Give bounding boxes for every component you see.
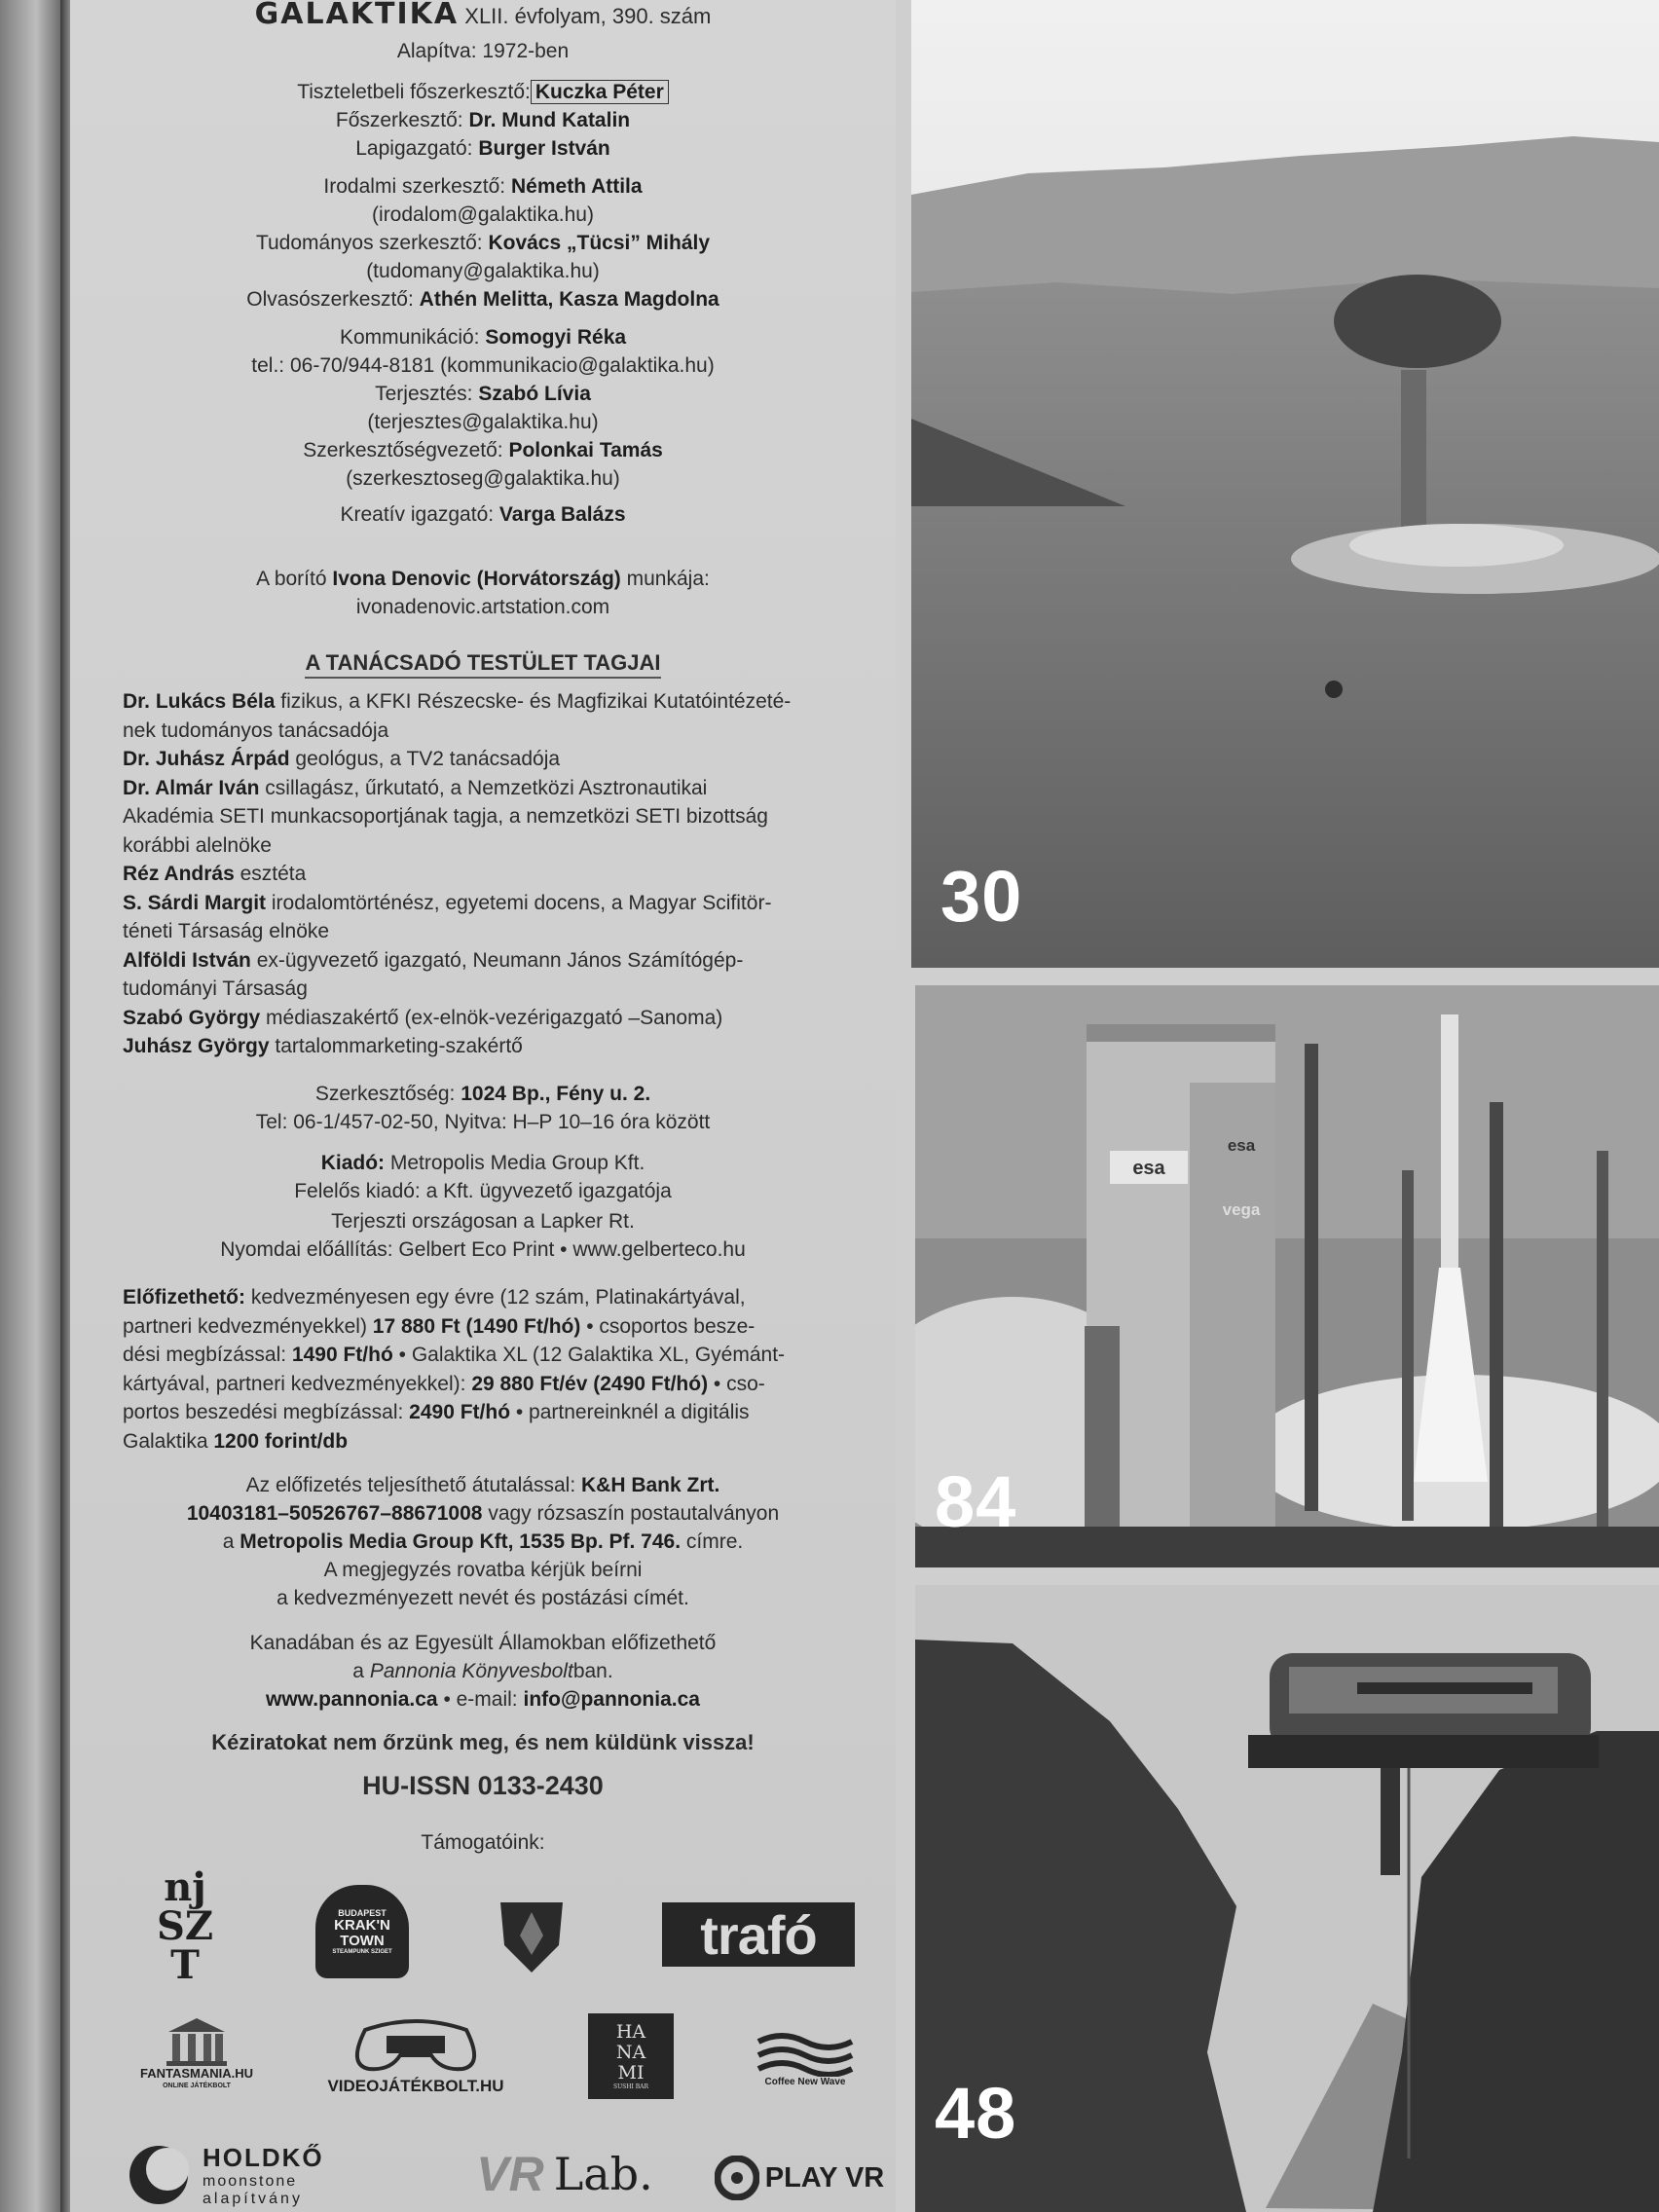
publisher-label: Kiadó:	[320, 1152, 386, 1174]
subscription-text: • partnereinknél a digitális	[510, 1401, 750, 1423]
staff-copy	[70, 285, 896, 313]
transfer-note: A megjegyzés rovatba kérjük beírni	[323, 1559, 643, 1581]
staff-email: (szerkesztoseg@galaktika.hu)	[346, 467, 620, 490]
holdko-text: HOLDKŐ	[203, 2142, 324, 2172]
transfer-text: a	[222, 1530, 240, 1553]
temple-icon	[163, 2016, 231, 2067]
board-heading	[70, 648, 896, 677]
board-member	[123, 687, 888, 717]
subscription-text: • Galaktika XL (12 Galaktika XL, Gyémánt-	[392, 1344, 786, 1366]
staff-phone: tel.: 06-70/944-8181 (kommunikacio@galaktika.hu)	[251, 354, 715, 377]
staff-distribution	[70, 380, 896, 408]
member-desc: tudományi Társaság	[123, 977, 308, 1000]
page-number-84: 84	[935, 1461, 1017, 1542]
staff-email: (irodalom@galaktika.hu)	[372, 203, 594, 226]
staff-name: Németh Attila	[511, 175, 643, 198]
videojatekbolt-logo	[323, 2008, 508, 2105]
member-desc: tartalommarketing-szakértő	[275, 1035, 523, 1057]
photo-nuclear-test	[911, 0, 1659, 968]
staff-communication	[70, 323, 896, 351]
canada-text: Kanadában és az Egyesült Államokban előfizethető	[249, 1632, 717, 1654]
member-desc: Akadémia SETI munkacsoportjának tagja, a nemzetközi SETI bizottság	[123, 805, 768, 828]
staff-office-head	[70, 436, 896, 464]
founded-label: Alapítva:	[396, 40, 477, 62]
svg-text:vega: vega	[1222, 1200, 1261, 1219]
shield-icon	[497, 1897, 567, 1976]
canada-url: www.pannonia.ca	[266, 1688, 438, 1711]
office-contact: Tel: 06-1/457-02-50, Nyitva: H–P 10–16 óra között	[255, 1111, 711, 1133]
staff-name: Dr. Mund Katalin	[468, 109, 631, 131]
subscription-text: portos beszedési megbízással:	[123, 1401, 410, 1423]
member-name: Dr. Lukács Béla	[123, 690, 276, 713]
member-name: Juhász György	[123, 1035, 270, 1057]
issn: HU-ISSN 0133-2430	[362, 1771, 604, 1800]
coffee-new-wave-logo	[742, 2017, 868, 2099]
vehicle-bridge-image	[915, 1585, 1659, 2212]
cover-suffix: munkája:	[626, 568, 710, 590]
founded-line	[70, 37, 896, 65]
canada-text: ban.	[572, 1660, 613, 1682]
member-name: Szabó György	[123, 1006, 261, 1029]
subscription-label: Előfizethető:	[123, 1286, 245, 1309]
board-member	[123, 860, 888, 889]
shield-logo	[497, 1897, 567, 1976]
volume-info: XLII. évfolyam, 390. szám	[464, 4, 712, 28]
gamepad-icon	[348, 2016, 484, 2077]
member-desc: irodalomtörténész, egyetemi docens, a Magyar Scifitör-	[271, 891, 772, 914]
cover-url: ivonadenovic.artstation.com	[355, 596, 610, 618]
fantasmania-text: FANTASMANIA.HU	[139, 2066, 254, 2081]
board-member	[123, 889, 888, 918]
holdko-logo	[127, 2138, 419, 2212]
subscription-price: 1490 Ft/hó	[291, 1344, 393, 1366]
publisher-responsible: Felelős kiadó: a Kft. ügyvezető igazgatója	[294, 1180, 672, 1202]
editorial-office	[70, 1080, 896, 1136]
member-desc: csillagász, űrkutató, a Nemzetközi Asztronautikai	[265, 776, 708, 799]
member-desc: fizikus, a KFKI Részecske- és Magfizikai Kutatóintézeté-	[280, 690, 792, 713]
staff-name: Somogyi Réka	[485, 326, 627, 349]
njszt-logo	[130, 1864, 240, 1988]
member-desc: ex-ügyvezető igazgató, Neumann János Számítógép-	[256, 948, 744, 972]
subscription-text: • cso-	[708, 1372, 765, 1395]
cover-credit	[70, 565, 896, 621]
canada-text: a	[352, 1660, 370, 1682]
coffee-text: Coffee New Wave	[764, 2076, 846, 2087]
playvr-text: PLAY VR	[764, 2161, 885, 2194]
staff-editor-in-chief	[70, 106, 896, 134]
board-member	[123, 774, 888, 803]
svg-text:esa: esa	[1227, 1136, 1256, 1155]
postal-address: Metropolis Media Group Kft, 1535 Bp. Pf. 746.	[240, 1530, 682, 1553]
trafo-text: trafó	[700, 1903, 817, 1966]
page-number-48: 48	[935, 2073, 1017, 2154]
fantasmania-sub: ONLINE JÁTÉKBOLT	[163, 2083, 231, 2089]
subscription-price: 17 880 Ft (1490 Ft/hó)	[372, 1314, 581, 1338]
distribution-info	[70, 1207, 896, 1264]
staff-role: Főszerkesztő:	[335, 109, 463, 131]
canada-text: • e-mail:	[437, 1688, 524, 1711]
member-desc: téneti Társaság elnöke	[123, 920, 330, 942]
staff-role: Kommunikáció:	[339, 326, 480, 349]
fantasmania-logo	[124, 2009, 270, 2099]
member-name: Réz András	[123, 863, 235, 885]
member-name: S. Sárdi Margit	[123, 891, 267, 914]
member-desc: nek tudományos tanácsadója	[123, 719, 389, 742]
page-number-30: 30	[940, 856, 1023, 937]
subscription-text: kártyával, partneri kedvezményekkel):	[123, 1372, 472, 1395]
member-name: Alföldi István	[123, 948, 251, 972]
transfer-text: Az előfizetés teljesíthető átutalással:	[245, 1474, 581, 1496]
page-edge	[60, 0, 70, 2212]
member-name: Dr. Almár Iván	[123, 776, 260, 799]
krakntown-top: BUDAPEST	[338, 1908, 387, 1918]
staff-list	[70, 78, 896, 529]
hanami-text: MI	[617, 2062, 645, 2083]
vrlab-vr: VR	[476, 2147, 544, 2201]
board-member	[123, 1032, 888, 1061]
staff-literary	[70, 172, 896, 201]
staff-honorary	[70, 78, 896, 106]
account-number: 10403181–50526767–88671008	[186, 1502, 483, 1525]
subscription-text: • csoportos besze-	[580, 1314, 756, 1338]
subscription-text: Galaktika	[123, 1429, 214, 1453]
member-desc: esztéta	[240, 863, 307, 885]
videojatekbolt-text: VIDEOJÁTÉKBOLT.HU	[327, 2077, 504, 2095]
svg-text:esa: esa	[1132, 1158, 1165, 1179]
holdko-text-group	[203, 2143, 324, 2208]
supporters-label: Támogatóink:	[421, 1831, 545, 1854]
staff-email: (terjesztes@galaktika.hu)	[367, 411, 599, 433]
printing-line: Nyomdai előállítás: Gelbert Eco Print • www.gelberteco.hu	[220, 1238, 746, 1261]
manuscripts-notice: Kéziratokat nem őrzünk meg, és nem küldünk vissza!	[211, 1730, 755, 1754]
rocket-launch-image	[915, 985, 1659, 1567]
subscription-price: 2490 Ft/hó	[409, 1401, 511, 1423]
board-member	[123, 1004, 888, 1033]
staff-role: Lapigazgató:	[355, 137, 473, 160]
transfer-info	[70, 1471, 896, 1612]
cover-prefix: A borító	[256, 568, 327, 590]
distribution-line: Terjeszti országosan a Lapker Rt.	[331, 1210, 635, 1233]
photo-rocket-launch	[915, 985, 1659, 1567]
staff-role: Terjesztés:	[375, 383, 473, 405]
vrlab-lab: Lab.	[553, 2148, 653, 2200]
publisher-info	[70, 1149, 896, 1205]
office-address: 1024 Bp., Fény u. 2.	[461, 1083, 651, 1105]
member-desc: médiaszakértő (ex-elnök-vezérigazgató –Sanoma)	[266, 1006, 723, 1029]
subscription-info	[123, 1283, 888, 1456]
imprint-column	[70, 0, 896, 2212]
hanami-sub: SUSHI BAR	[612, 2083, 649, 2090]
vrlab-logo	[458, 2142, 672, 2206]
transfer-text: címre.	[681, 1530, 744, 1553]
subscription-text: partneri kedvezményekkel)	[123, 1314, 373, 1338]
publisher-name: Metropolis Media Group Kft.	[389, 1152, 645, 1174]
staff-email: (tudomany@galaktika.hu)	[366, 260, 600, 282]
staff-director	[70, 134, 896, 163]
njszt-logo-text: nj SZT	[156, 1864, 214, 1988]
staff-role: Kreatív igazgató:	[340, 503, 495, 526]
staff-role: Szerkesztőségvezető:	[303, 439, 503, 461]
staff-name: Szabó Lívia	[478, 383, 591, 405]
founded-year: 1972-ben	[482, 40, 570, 62]
staff-science	[70, 229, 896, 257]
holdko-sub: moonstone	[203, 2172, 298, 2190]
krakntown-logo	[315, 1885, 409, 1978]
galaktika-logo: GALAKTIKA	[254, 0, 460, 31]
board-member	[123, 745, 888, 774]
staff-role: Irodalmi szerkesztő:	[323, 175, 506, 198]
canada-info	[70, 1629, 896, 1714]
member-name: Dr. Juhász Árpád	[123, 748, 290, 770]
staff-name: Varga Balázs	[498, 503, 626, 526]
canada-email: info@pannonia.ca	[523, 1688, 700, 1711]
staff-creative	[70, 500, 896, 529]
trafo-logo	[662, 1902, 855, 1967]
krakntown-name: KRAK'N TOWN	[334, 1917, 390, 1949]
subscription-text: dési megbízással:	[123, 1344, 292, 1366]
play-icon	[715, 2156, 759, 2200]
board-heading-text: A TANÁCSADÓ TESTÜLET TAGJAI	[305, 650, 660, 679]
staff-name: Athén Melitta, Kasza Magdolna	[419, 288, 719, 311]
transfer-text: vagy rózsaszín postautalványon	[482, 1502, 780, 1525]
staff-role: Tudományos szerkesztő:	[255, 232, 483, 254]
krakntown-sub: STEAMPUNK SZIGET	[332, 1949, 392, 1955]
playvr-logo	[703, 2154, 896, 2202]
member-desc: geológus, a TV2 tanácsadója	[295, 748, 561, 770]
wave-icon	[755, 2030, 856, 2077]
staff-name: Kovács „Tücsi” Mihály	[488, 232, 711, 254]
staff-role: Olvasószerkesztő:	[246, 288, 414, 311]
desk-background	[0, 0, 60, 2212]
nuclear-test-image	[911, 0, 1659, 968]
bank-name: K&H Bank Zrt.	[581, 1474, 720, 1496]
subscription-price: 1200 forint/db	[213, 1429, 349, 1453]
advisory-board	[123, 687, 888, 1061]
transfer-note: a kedvezményezett nevét és postázási címét.	[276, 1587, 689, 1609]
member-desc: korábbi alelnöke	[123, 833, 272, 857]
hanami-text: HA	[615, 2021, 646, 2043]
holdko-sub: alapítvány	[203, 2190, 303, 2207]
bookstore-name: Pannonia Könyvesbolt	[369, 1660, 573, 1682]
hanami-logo	[588, 2013, 674, 2099]
hanami-text: NA	[615, 2042, 646, 2063]
staff-name: Polonkai Tamás	[508, 439, 663, 461]
office-label: Szerkesztőség:	[314, 1083, 456, 1105]
cover-artist: Ivona Denovic (Horvátország)	[332, 568, 621, 590]
board-member	[123, 946, 888, 976]
masthead	[70, 0, 896, 30]
photo-vehicle-bridge	[915, 1585, 1659, 2212]
magazine-page	[70, 0, 1659, 2212]
staff-name: Burger István	[478, 137, 610, 160]
moon-icon	[127, 2143, 191, 2207]
staff-role: Tiszteletbeli főszerkesztő:	[297, 81, 531, 103]
subscription-price: 29 880 Ft/év (2490 Ft/hó)	[471, 1372, 709, 1395]
subscription-text: kedvezményesen egy évre (12 szám, Platinakártyával,	[245, 1286, 746, 1309]
staff-name: Kuczka Péter	[531, 80, 669, 104]
